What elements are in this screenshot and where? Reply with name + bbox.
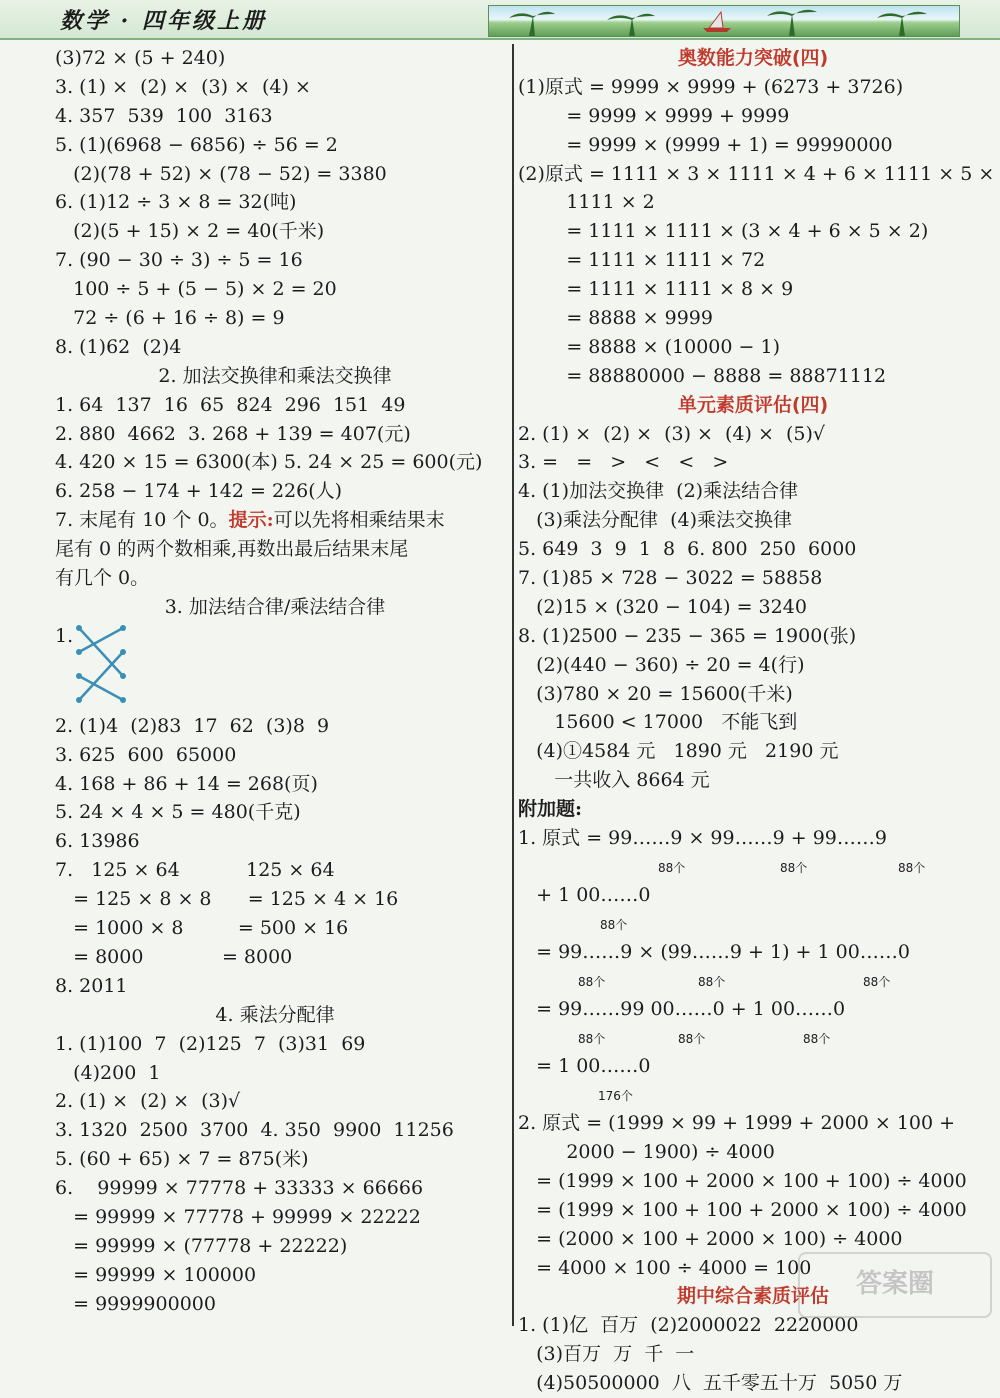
- section-title-extra: [518, 795, 988, 824]
- palm-tree-icon: [489, 6, 959, 36]
- answer-line: 6. 99999 × 77778 + 33333 × 66666: [55, 1177, 424, 1200]
- answer-line: 2. 880 4662 3. 268 + 139 = 407(元): [55, 422, 411, 445]
- answer-line: (3)乘法分配律 (4)乘法交换律: [518, 509, 793, 532]
- extra-line-5: [518, 1052, 988, 1109]
- section-title: 3. 加法结合律/乘法结合律: [164, 595, 386, 618]
- answer-line: = (1999 × 100 + 100 + 2000 × 100) ÷ 4000: [518, 1198, 967, 1221]
- answer-line: 4. (1)加法交换律 (2)乘法结合律: [518, 480, 799, 503]
- question-number: 1.: [55, 624, 74, 647]
- answer-line: = 1111 × 1111 × (3 × 4 + 6 × 5 × 2): [518, 220, 929, 243]
- section-title: 奥数能力突破(四): [677, 47, 829, 69]
- brace-label: 176个: [598, 1089, 633, 1104]
- answer-line: 8. (1)2500 − 235 − 365 = 1900(张): [518, 624, 857, 647]
- answer-line: (2)(440 − 360) ÷ 20 = 4(行): [518, 653, 805, 676]
- answer-line: 72 ÷ (6 + 16 ÷ 8) = 9: [55, 307, 285, 330]
- answer-line: 8. 2011: [55, 974, 128, 997]
- matching-diagram: [55, 622, 495, 712]
- brace-label: 88个: [898, 861, 926, 876]
- extra-title: 附加题:: [518, 798, 583, 821]
- answer-line: = 1 00……0: [518, 1055, 651, 1078]
- extra-line-1: [518, 824, 988, 881]
- answer-line: 4. 168 + 86 + 14 = 268(页): [55, 772, 318, 795]
- answer-line: 1. (1)100 7 (2)125 7 (3)31 69: [55, 1032, 366, 1055]
- answer-line: = 4000 × 100 ÷ 4000 = 100: [518, 1256, 812, 1279]
- section-title: 单元素质评估(四): [677, 393, 829, 416]
- answer-line: + 1 00……0: [518, 884, 651, 907]
- brace-label: 88个: [780, 861, 808, 876]
- answer-line: 15600 < 17000 不能飞到: [518, 711, 798, 734]
- answer-line: (4)200 1: [55, 1061, 161, 1084]
- extra-line-3: [518, 938, 988, 995]
- answer-line: = (1999 × 100 + 2000 × 100 + 100) ÷ 4000: [518, 1169, 967, 1192]
- extra-line-4: [518, 995, 988, 1052]
- answer-line: 1111 × 2: [518, 191, 655, 214]
- answer-line: 4. 420 × 15 = 6300(本) 5. 24 × 25 = 600(元): [55, 451, 483, 474]
- answer-line: 2. (1)4 (2)83 17 62 (3)8 9: [55, 714, 330, 737]
- answer-line: 100 ÷ 5 + (5 − 5) × 2 = 20: [55, 278, 337, 301]
- answer-line: 8. (1)62 (2)4: [55, 335, 182, 358]
- answer-line: (4)①4584 元 1890 元 2190 元: [518, 740, 839, 763]
- answer-line: (4)50500000 八 五千零五十万 5050 万: [518, 1372, 903, 1395]
- answer-line: (2)(5 + 15) × 2 = 40(千米): [55, 220, 325, 243]
- brace-label: 88个: [578, 975, 606, 990]
- answer-line: = 99999 × 100000: [55, 1263, 257, 1286]
- brace-label: 88个: [863, 975, 891, 990]
- answer-line: = 8888 × 9999: [518, 307, 713, 330]
- answer-line: = 8000 = 8000: [55, 945, 293, 968]
- answer-line: (3)780 × 20 = 15600(千米): [518, 682, 793, 705]
- answer-line: 1. 原式 = 99……9 × 99……9 + 99……9: [518, 827, 887, 850]
- answer-line: 2. (1) × (2) × (3) × (4) × (5)√: [518, 422, 825, 445]
- answer-line: = (2000 × 100 + 2000 × 100) ÷ 4000: [518, 1227, 903, 1250]
- answer-line: 7. 125 × 64 125 × 64: [55, 859, 335, 882]
- book-title: 数学 · 四年级上册: [60, 8, 267, 34]
- answer-line: = 125 × 8 × 8 = 125 × 4 × 16: [55, 888, 399, 911]
- answer-line: (3)72 × (5 + 240): [55, 47, 226, 69]
- brace-label: 88个: [678, 1032, 706, 1047]
- answer-line: = 9999 × 9999 + 9999: [518, 104, 790, 127]
- answer-line: 3. (1) × (2) × (3) × (4) ×: [55, 75, 311, 98]
- section-title: 期中综合素质评估: [676, 1285, 829, 1308]
- answer-line: = 9999 × (9999 + 1) = 99990000: [518, 133, 893, 156]
- answer-line: = 88880000 − 8888 = 88871112: [518, 364, 887, 387]
- left-column: [55, 44, 495, 1319]
- hint-text: 尾有 0 的两个数相乘,再数出最后结果末尾: [55, 538, 409, 561]
- answer-line: 2000 − 1900) ÷ 4000: [518, 1140, 775, 1163]
- answer-line: (2)(78 + 52) × (78 − 52) = 3380: [55, 162, 387, 185]
- answer-line: 6. (1)12 ÷ 3 × 8 = 32(吨): [55, 191, 297, 214]
- answer-line: 5. (1)(6968 − 6856) ÷ 56 = 2: [55, 133, 338, 156]
- answer-line: 7. (1)85 × 728 − 3022 = 58858: [518, 567, 823, 590]
- extra-line-2: [518, 881, 988, 938]
- answer-text: 7. 末尾有 10 个 0。: [55, 509, 229, 532]
- answer-line: 6. 13986: [55, 830, 140, 853]
- brace-label: 88个: [803, 1032, 831, 1047]
- answer-line: = 9999900000: [55, 1292, 216, 1315]
- answer-line: = 1111 × 1111 × 8 × 9: [518, 278, 794, 301]
- page-header: [0, 0, 1000, 40]
- answer-line: 6. 258 − 174 + 142 = 226(人): [55, 480, 343, 503]
- answer-line: 3. 1320 2500 3700 4. 350 9900 11256: [55, 1119, 454, 1142]
- answer-line: 4. 357 539 100 3163: [55, 104, 273, 127]
- answer-line: = 1000 × 8 = 500 × 16: [55, 917, 349, 940]
- answer-line: = 8888 × (10000 − 1): [518, 335, 780, 358]
- right-column: [518, 44, 995, 1398]
- answer-line: 2. (1) × (2) × (3)√: [55, 1090, 241, 1113]
- brace-label: 88个: [658, 861, 686, 876]
- section-title: 2. 加法交换律和乘法交换律: [158, 364, 392, 387]
- answer-line: 5. 24 × 4 × 5 = 480(千克): [55, 801, 301, 824]
- answer-line: 1. (1)亿 百万 (2)2000022 2220000: [518, 1314, 859, 1337]
- answer-line: (2)15 × (320 − 104) = 3240: [518, 595, 807, 618]
- answer-line: (2)原式 = 1111 × 3 × 1111 × 4 + 6 × 1111 × 5 ×: [518, 162, 995, 185]
- column-divider: [512, 44, 514, 1326]
- brace-label: 88个: [578, 1032, 606, 1047]
- answer-line: = 99999 × 77778 + 99999 × 22222: [55, 1205, 421, 1228]
- brace-label: 88个: [698, 975, 726, 990]
- answer-line: = 99……9 × (99……9 + 1) + 1 00……0: [518, 941, 910, 964]
- answer-line: 一共收入 8664 元: [518, 769, 710, 792]
- answer-line: [55, 506, 495, 535]
- section-title: 4. 乘法分配律: [215, 1003, 335, 1026]
- answer-line: = 1111 × 1111 × 72: [518, 249, 766, 272]
- answer-line: 5. (60 + 65) × 7 = 875(米): [55, 1148, 309, 1171]
- answer-line: 1. 64 137 16 65 824 296 151 49: [55, 393, 406, 416]
- hint-text: 可以先将相乘结果末: [273, 509, 445, 532]
- answer-line: 2. 原式 = (1999 × 99 + 1999 + 2000 × 100 +: [518, 1112, 956, 1135]
- brace-label: 88个: [600, 918, 628, 933]
- matching-lines: [73, 622, 153, 712]
- answer-line: 3. = = > < < >: [518, 451, 729, 474]
- hint-text: 有几个 0。: [55, 567, 150, 590]
- beach-banner-image: [488, 5, 960, 37]
- hint-label: 提示:: [228, 509, 274, 532]
- answer-line: 5. 649 3 9 1 8 6. 800 250 6000: [518, 538, 857, 561]
- answer-line: (1)原式 = 9999 × 9999 + (6273 + 3726): [518, 75, 904, 98]
- answer-line: 7. (90 − 30 ÷ 3) ÷ 5 = 16: [55, 249, 303, 272]
- answer-line: = 99……99 00……0 + 1 00……0: [518, 998, 846, 1021]
- answer-line: (3)百万 万 千 一: [518, 1343, 695, 1366]
- answer-line: 3. 625 600 65000: [55, 743, 237, 766]
- answer-line: = 99999 × (77778 + 22222): [55, 1234, 348, 1257]
- watermark-logo: 答案圈: [798, 1252, 992, 1318]
